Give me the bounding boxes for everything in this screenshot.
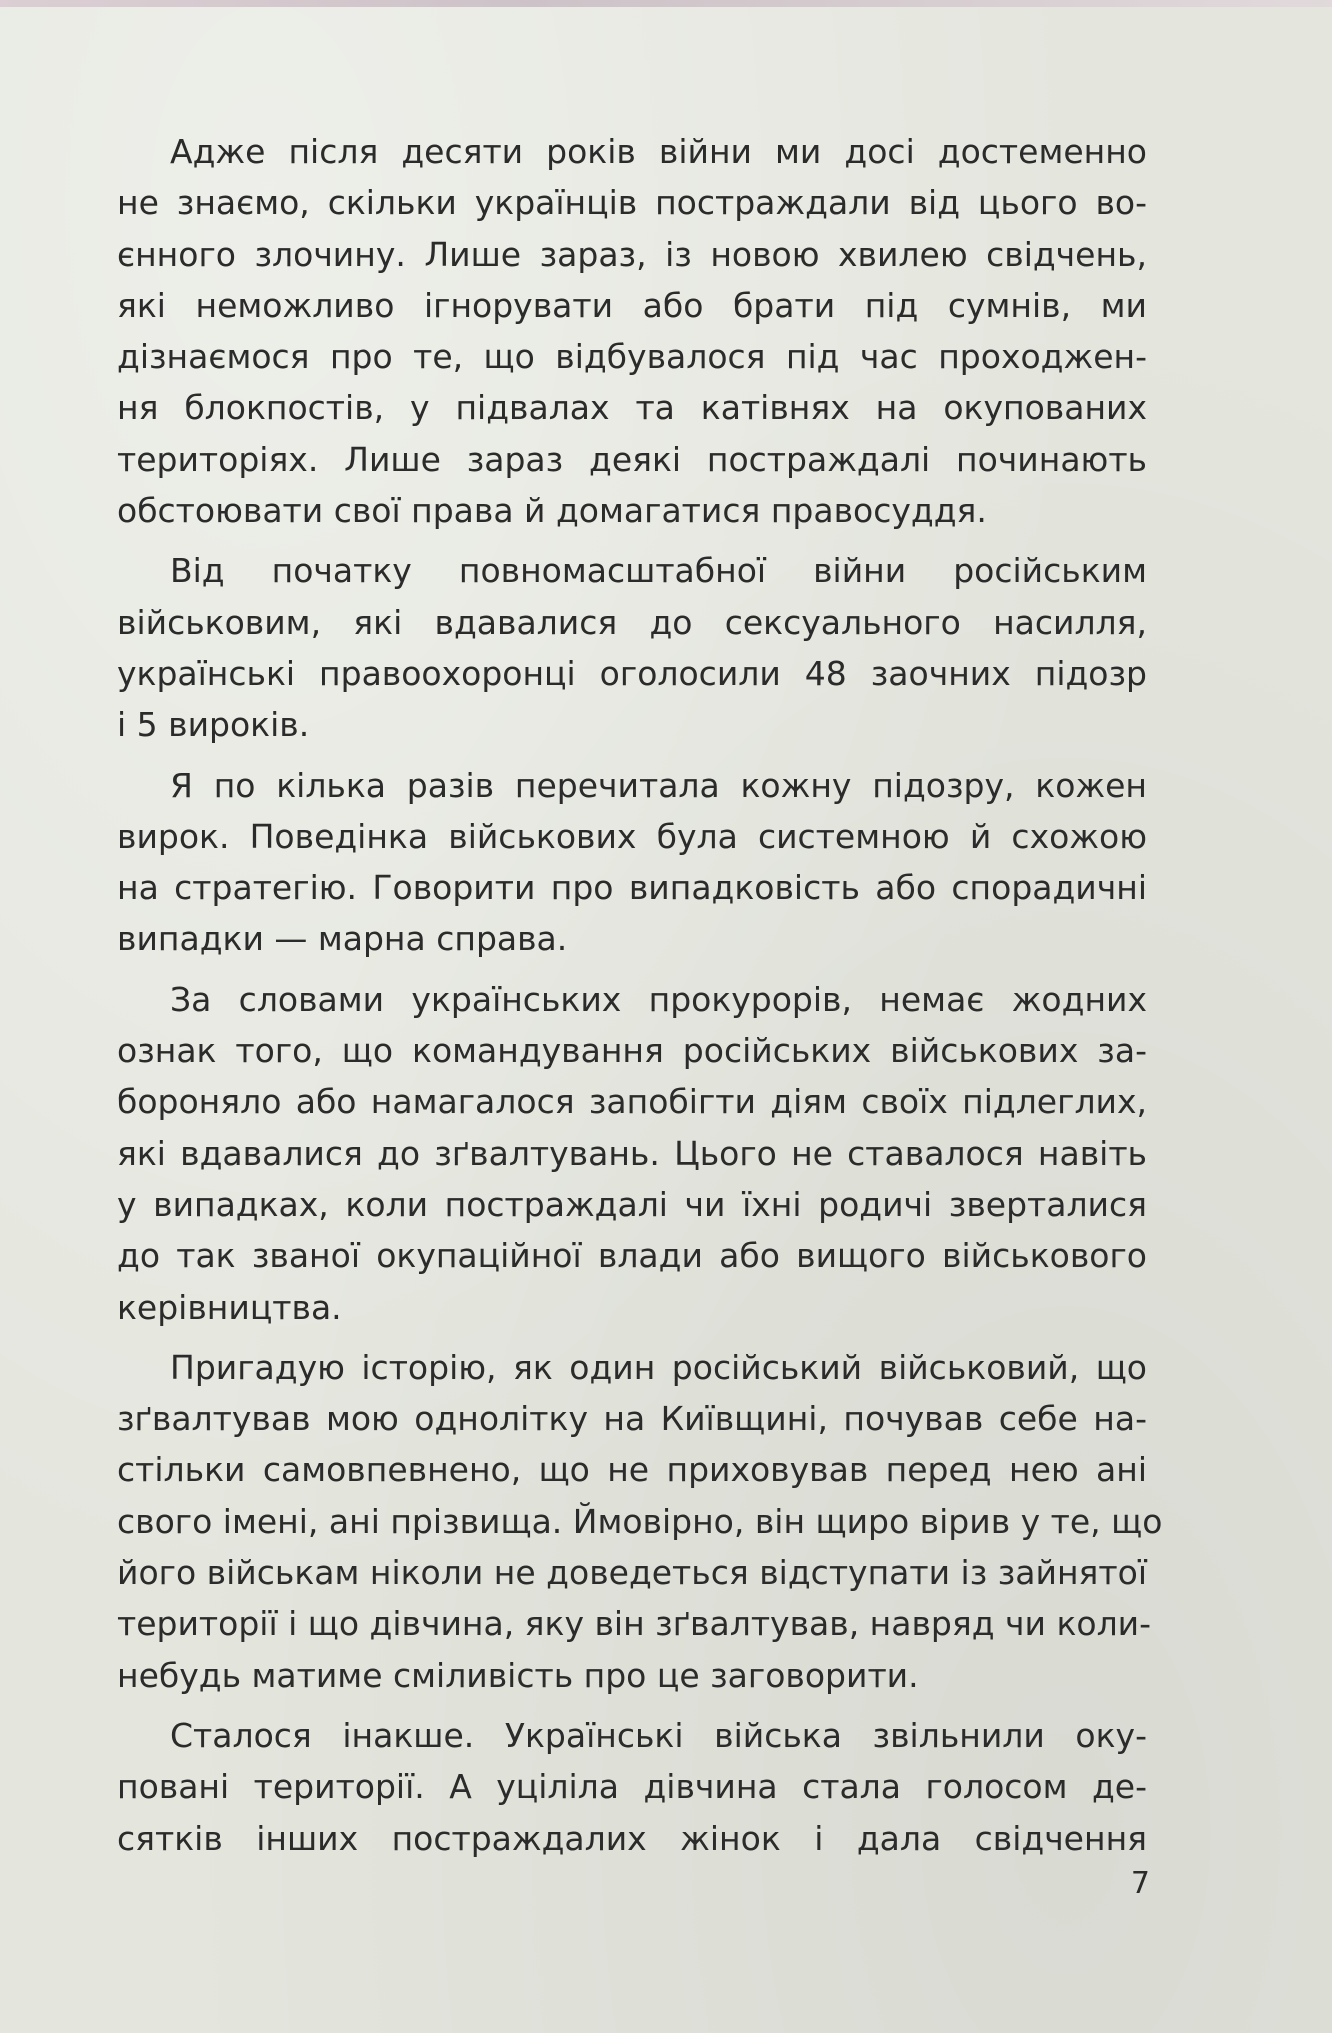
text-line: до так званої окупаційної влади або вищого військового [117, 1236, 1147, 1276]
text-line: територіях. Лише зараз деякі постраждалі починають [117, 439, 1147, 479]
text-line: які вдавалися до зґвалтувань. Цього не ставалося навіть [117, 1133, 1147, 1173]
paragraph [117, 1710, 1147, 1864]
paragraph [117, 545, 1147, 750]
text-line: на стратегію. Говорити про випадковість або спорадичні [117, 868, 1147, 908]
text-line: які неможливо ігнорувати або брати під сумнів, ми [117, 285, 1147, 325]
page-top-edge [0, 0, 1332, 7]
text-line: не знаємо, скільки українців постраждали від цього во- [117, 183, 1147, 223]
text-line: стільки самовпевнено, що не приховував перед нею ані [117, 1450, 1147, 1490]
text-line: небудь матиме сміливість про це заговорити. [117, 1655, 919, 1695]
text-line: у випадках, коли постраждалі чи їхні родичі зверталися [117, 1184, 1147, 1224]
text-line: і 5 вироків. [117, 705, 310, 745]
text-line: вирок. Поведінка військових була системною й схожою [117, 816, 1147, 856]
text-line: ня блокпостів, у підвалах та катівнях на окупованих [117, 388, 1147, 428]
page-number: 7 [1130, 1866, 1150, 1901]
text-line: сятків інших постраждалих жінок і дала свідчення [117, 1818, 1147, 1858]
text-line: обстоювати свої права й домагатися правосуддя. [117, 491, 987, 531]
paragraph [117, 760, 1147, 965]
text-line: За словами українських прокурорів, немає жодних [170, 979, 1147, 1019]
text-line: Адже після десяти років війни ми досі достеменно [170, 132, 1147, 171]
text-line: Від початку повномасштабної війни російським [170, 551, 1147, 591]
text-line: єнного злочину. Лише зараз, із новою хвилею свідчень, [117, 234, 1147, 274]
text-line: дізнаємося про те, що відбувалося під час проходжен- [117, 337, 1147, 377]
text-line: випадки — марна справа. [117, 919, 568, 959]
text-line: Пригадую історію, як один російський військовий, що [170, 1347, 1147, 1387]
text-line: території і що дівчина, яку він зґвалтував, навряд чи коли- [117, 1604, 1152, 1644]
text-line: Я по кілька разів перечитала кожну підозру, кожен [170, 765, 1147, 805]
text-line: Сталося інакше. Українські війська звільнили оку- [170, 1715, 1147, 1755]
text-line: ознак того, що командування російських військових за- [117, 1031, 1147, 1071]
paragraph [117, 126, 1147, 536]
text-line: свого імені, ані прізвища. Ймовірно, він щиро вірив у те, що [117, 1501, 1163, 1541]
body-text [117, 126, 1163, 1873]
text-line: українські правоохоронці оголосили 48 заочних підозр [117, 653, 1147, 693]
text-line: його військам ніколи не доведеться відступати із зайнятої [117, 1553, 1147, 1593]
text-line: бороняло або намагалося запобігти діям своїх підлеглих, [117, 1082, 1147, 1122]
text-line: повані території. А уціліла дівчина стала голосом де- [117, 1767, 1147, 1807]
text-line: керівництва. [117, 1287, 342, 1327]
paragraph [117, 974, 1147, 1333]
paragraph [117, 1342, 1163, 1701]
text-line: зґвалтував мою однолітку на Київщині, почував себе на- [117, 1399, 1147, 1439]
text-line: військовим, які вдавалися до сексуального насилля, [117, 602, 1147, 642]
